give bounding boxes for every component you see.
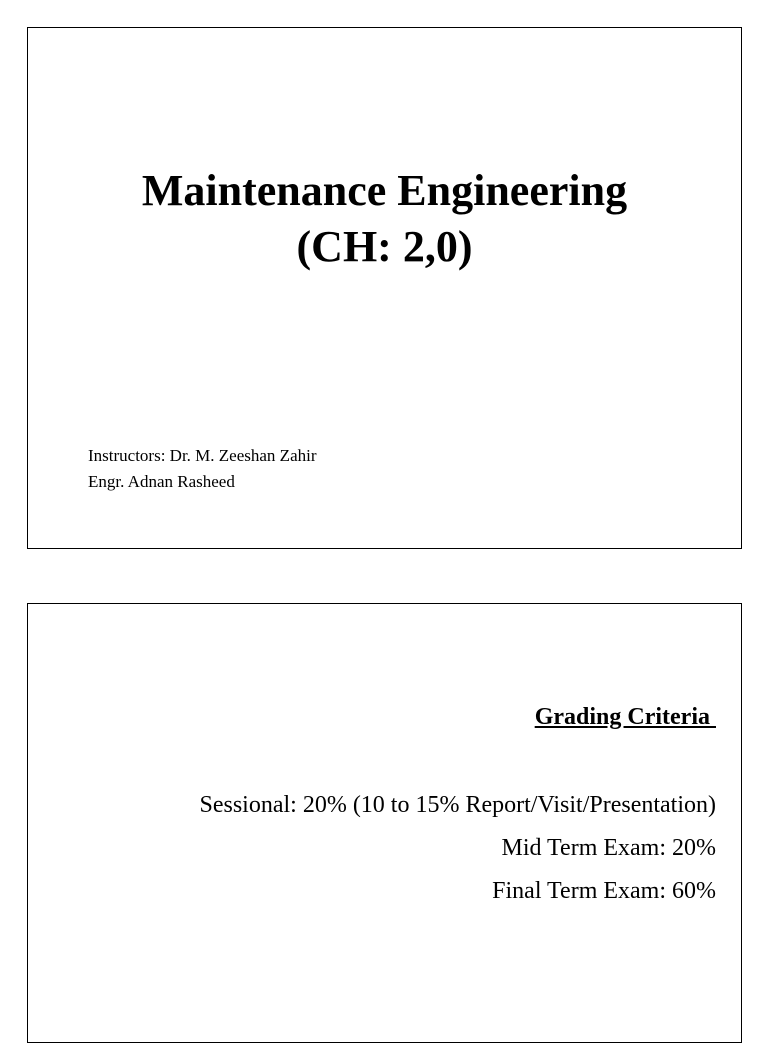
grading-list: [199, 784, 716, 913]
instructors-block: [88, 443, 317, 495]
grading-heading: Grading Criteria: [534, 704, 716, 730]
credit-hours: (CH: 2,0): [296, 222, 473, 271]
slide-grading: [27, 603, 742, 1043]
grading-item-final: Final Term Exam: 60%: [492, 878, 716, 904]
instructor-line-1: Instructors: Dr. M. Zeeshan Zahir: [88, 446, 317, 465]
course-title: Maintenance Engineering: [141, 166, 628, 215]
instructor-line-2: Engr. Adnan Rasheed: [88, 472, 235, 491]
slide-title-heading: [28, 163, 741, 275]
grading-item-midterm: Mid Term Exam: 20%: [501, 835, 716, 861]
grading-item-sessional: Sessional: 20% (10 to 15% Report/Visit/Presentation): [199, 792, 716, 818]
slide-title: [27, 27, 742, 549]
